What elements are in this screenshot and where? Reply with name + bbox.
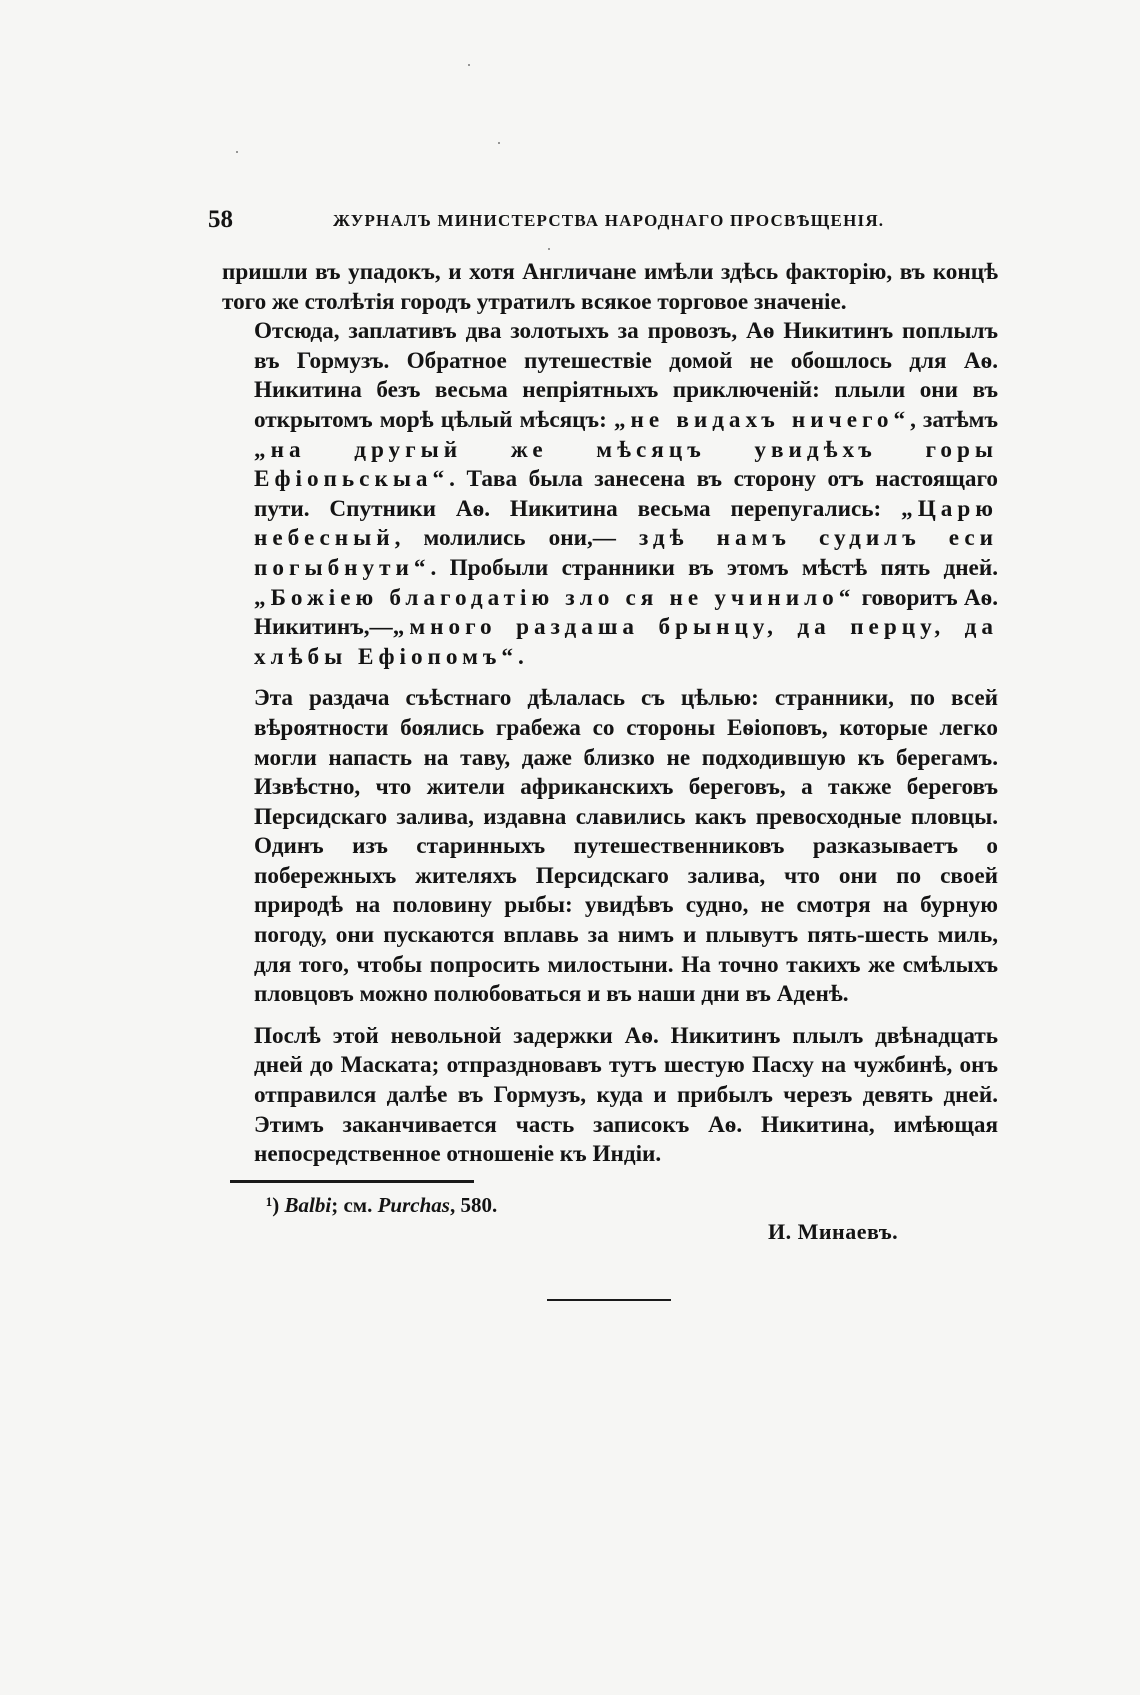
author-signature: И. Минаевъ. [768,1219,899,1244]
paragraph-4: Послѣ этой невольной задержки Аѳ. Никитинъ плылъ двѣнадцать дней до Маската; отпраздновавъ тутъ шестую Пасху на чужбинѣ, онъ отправился далѣе въ Гормузъ, куда и прибылъ черезъ девять дней. Этимъ заканчивается часть записокъ Аѳ. Никитина, имѣющая непосредственное отношеніе къ Индіи. [254,1022,998,1168]
quote-2: „на другый же мѣсяцъ увидѣхъ горы Ефіопьскыа“ [254,436,998,493]
page-header [208,205,988,235]
p2-text-6: говоритъ Аѳ. Никитинъ,— [254,584,998,641]
print-speck [548,248,550,250]
paragraph-2 [222,317,998,672]
footnote-author: Balbi [284,1193,332,1217]
p2-text-2: , затѣмъ [910,406,998,433]
footnote-divider [230,1180,474,1183]
page-number: 58 [208,206,233,233]
quote-1: „не видахъ ничего“ [613,406,911,433]
paragraph-1: пришли въ упадокъ, и хотя Англичане имѣли здѣсь факторію, въ концѣ того же столѣтія городъ утратилъ всякое торговое значеніе. [222,259,998,315]
footnote-marker: ¹) [266,1193,280,1217]
p2-text-5: . Пробыли странники въ этомъ мѣстѣ пять дней. [430,554,998,581]
print-speck [498,142,500,144]
footnote [266,1190,497,1220]
running-title: ЖУРНАЛЪ МИНИСТЕРСТВА НАРОДНАГО ПРОСВѢЩЕНІЯ. [333,211,885,230]
print-speck [236,151,238,153]
p2-text-7: . [517,643,524,670]
end-divider [547,1299,671,1301]
paragraph-3: Эта раздача съѣстнаго дѣлалась съ цѣлью: странники, по всей вѣроятности боялись грабежа со стороны Еѳіоповъ, которые легко могли напасть на таву, даже близко не подходившую къ берегамъ. Извѣстно, что жители африканскихъ береговъ, а также береговъ Персидскаго залива, издавна славились какъ превосходные пловцы. Одинъ изъ старинныхъ путешественниковъ разказываетъ о побережныхъ жителяхъ Персидскаго залива, что они по своей природѣ на половину рыбы: увидѣвъ судно, не смотря на бурную погоду, они пускаются вплавь за нимъ и плывутъ пять-шесть миль, для того, чтобы попросить милостыни. На точно такихъ же смѣлыхъ пловцовъ можно полюбоваться и въ наши дни въ Аденѣ. [254,685,998,1008]
quote-3: „Царю небесный [254,495,998,552]
quote-6: „много раздаша брынцу, да перцу, да хлѣбы Ефіопомъ“ [254,614,998,670]
p2-text-3: . Тава была занесена въ сторону отъ настоящаго пути. Спутники Аѳ. Никитина весьма перепугались: [254,466,998,522]
footnote-work: Purchas [377,1193,450,1217]
quote-5: „Божіею благодатію зло ся не учинило“ [254,584,856,611]
quote-4: здѣ намъ судилъ еси погыбнути“ [254,525,999,581]
print-speck [468,64,470,66]
p2-text-1: Отсюда, заплативъ два золотыхъ за провозъ, Аѳ Никитинъ поплылъ въ Гормузъ. Обратное путешествіе домой не обошлось для Аѳ. Никитина безъ весьма непріятныхъ приключеній: плыли они въ открытомъ морѣ цѣлый мѣсяцъ: [254,318,998,433]
p2-text-4: , молились они,— [394,525,616,552]
footnote-mid: ; см. [331,1193,378,1217]
footnote-page: , 580. [449,1193,498,1217]
body-text [222,258,998,1170]
